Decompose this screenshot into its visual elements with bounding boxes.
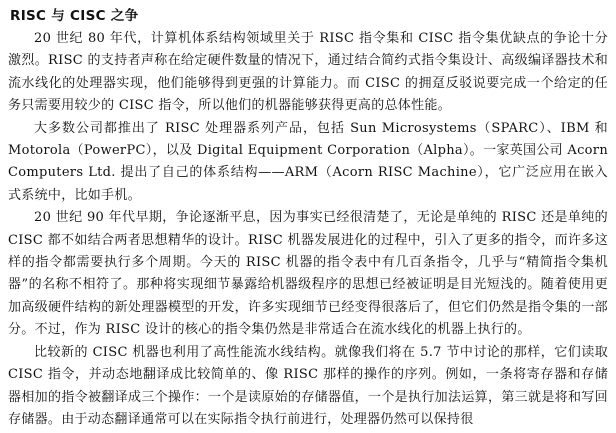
- document-page: [8, 4, 608, 431]
- section-heading: RISC 与 CISC 之争: [10, 8, 139, 24]
- paragraph-risc-cisc-debate: 20 世纪 80 年代，计算机体系结构领域里关于 RISC 指令集和 CISC 指令集优缺点的争论十分激烈。RISC 的支持者声称在给定硬件数量的情况下，通过结合简约式指令集设计、高级编译器技术和流水线化的处理器实现，他们能够得到更强的计算能力。而 CISC 的拥趸反驳说要完成一个给定的任务只需要用较少的 CISC 指令，所以他们的机器能够获得更高的总体性能。: [8, 31, 608, 114]
- paragraph-companies: 大多数公司都推出了 RISC 处理器系列产品，包括 Sun Microsystems（SPARC）、IBM 和 Motorola（PowerPC），以及 Digital Equipment Corporation（Alpha）。一家英国公司 Acorn Computers Ltd. 提出了自己的体系结构——ARM（Acorn RISC Machine），它广泛应用在嵌入式系统中，比如手机。: [8, 120, 608, 203]
- paragraph-1990s: 20 世纪 90 年代早期，争论逐渐平息，因为事实已经很清楚了，无论是单纯的 RISC 还是单纯的 CISC 都不如结合两者思想精华的设计。RISC 机器发展进化的过程中，引入了更多的指令，而许多这样的指令都需要执行多个周期。今天的 RISC 机器的指令表中有几百条指令，几乎与“精简指令集机器”的名称不相符了。那种将实现细节暴露给机器级程序的思想已经被证明是目光短浅的。随着使用更加高级硬件结构的新处理器模型的开发，许多实现细节已经变得很落后了，但它们仍然是指令集的一部分。不过，作为 RISC 设计的核心的指令集仍然是非常适合在流水线化的机器上执行的。: [8, 210, 608, 338]
- paragraph-newer-cisc: 比较新的 CISC 机器也利用了高性能流水线结构。就像我们将在 5.7 节中讨论的那样，它们读取 CISC 指令，并动态地翻译成比较简单的、像 RISC 那样的操作的序列。例如，一条将寄存器和存储器相加的指令被翻译成三个操作：一个是读原始的存储器值，一个是执行加法运算，第三就是将和写回存储器。由于动态翻译通常可以在实际指令执行前进行，处理器仍然可以保持很: [8, 344, 608, 427]
